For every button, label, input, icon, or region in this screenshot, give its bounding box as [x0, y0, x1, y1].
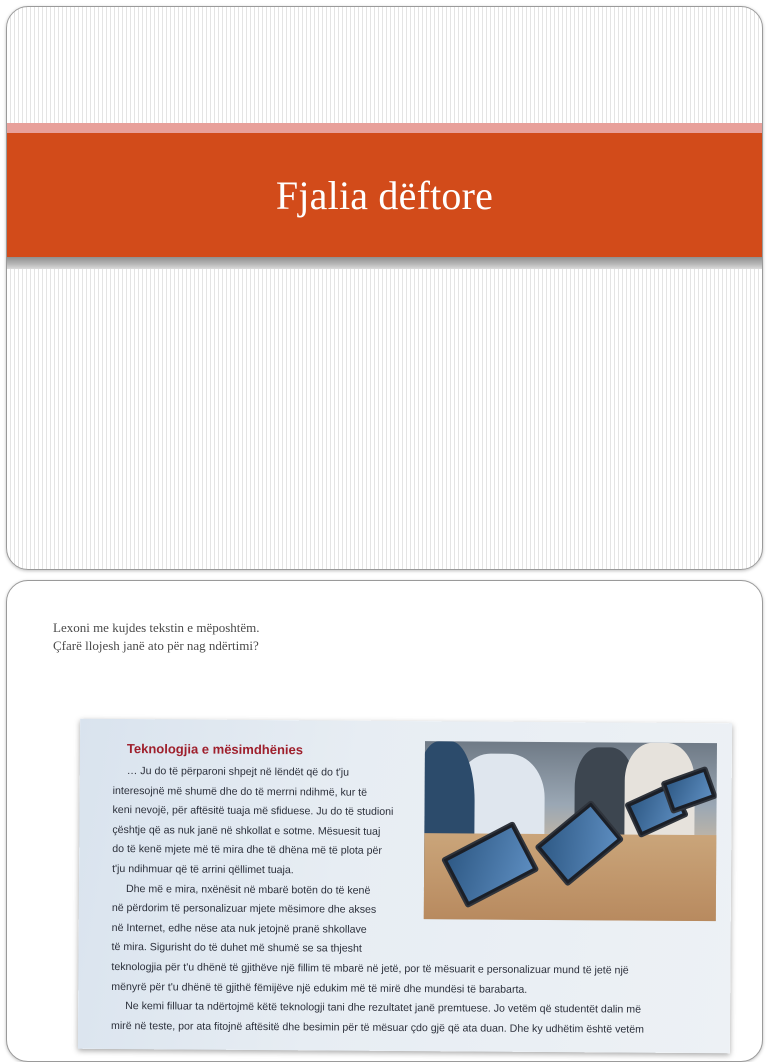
title-band-top — [7, 123, 762, 133]
title-slide — [6, 6, 763, 570]
text-line: çështje që as nuk janë në shkollat e sotme. Mësuesit tuaj — [112, 823, 381, 838]
textbook-page-photo — [78, 719, 732, 1054]
text-line: teknologjia për t'u dhënë të gjithëve një fillim të mbarë në jetë, por të mësuarit e personalizuar mund të jetë një — [111, 960, 629, 977]
text-line: Ne kemi filluar ta ndërtojmë këtë teknologji tani dhe rezultatet janë premtuese. Jo vetëm që studentët dalin më — [125, 1000, 642, 1016]
slide-instructions — [53, 619, 260, 655]
content-slide — [6, 580, 763, 1062]
text-line: në përdorim të personalizuar mjete mësimore dhe akses — [111, 902, 377, 916]
textbook-heading: Teknologjia e mësimdhënies — [126, 741, 304, 758]
instruction-line: Lexoni me kujdes tekstin e mëposhtëm. — [53, 620, 260, 635]
text-line: mirë në teste, por ata fitojnë aftësitë dhe besimin për të mësuar çdo gjë që ata duan. Dhe ky udhëtim është vetëm — [110, 1019, 644, 1036]
slide-title: Fjalia dëftore — [275, 172, 494, 218]
text-line: … Ju do të përparoni shpejt në lëndët që do t'ju — [126, 765, 350, 779]
text-line: do të kenë mjete më të mira dhe të dhëna më të plota për — [112, 843, 383, 858]
title-band-bottom — [7, 257, 762, 269]
title-bar — [7, 133, 762, 257]
text-line: keni nevojë, për aftësitë tuaja më sfiduese. Ju do të studioni — [112, 804, 394, 819]
instruction-line: Çfarë llojesh janë ato për nag ndërtimi? — [53, 638, 259, 653]
text-line: në Internet, edhe nëse ata nuk jetojnë pranë shkollave — [111, 921, 367, 936]
textbook-body — [111, 762, 725, 1041]
text-line: mënyrë për t'u dhënë të gjithë fëmijëve një edukim më të mirë dhe mundësi të barabarta. — [111, 980, 528, 996]
text-line: t'ju ndihmuar që të arrini qëllimet tuaja. — [112, 862, 294, 877]
text-line: interesojnë më shumë dhe do të merrni ndihmë, kur të — [112, 784, 368, 799]
text-line: Dhe më e mira, nxënësit në mbarë botën do të kenë — [125, 882, 371, 897]
text-line: të mira. Sigurisht do të duhet më shumë se sa thjesht — [111, 941, 362, 956]
